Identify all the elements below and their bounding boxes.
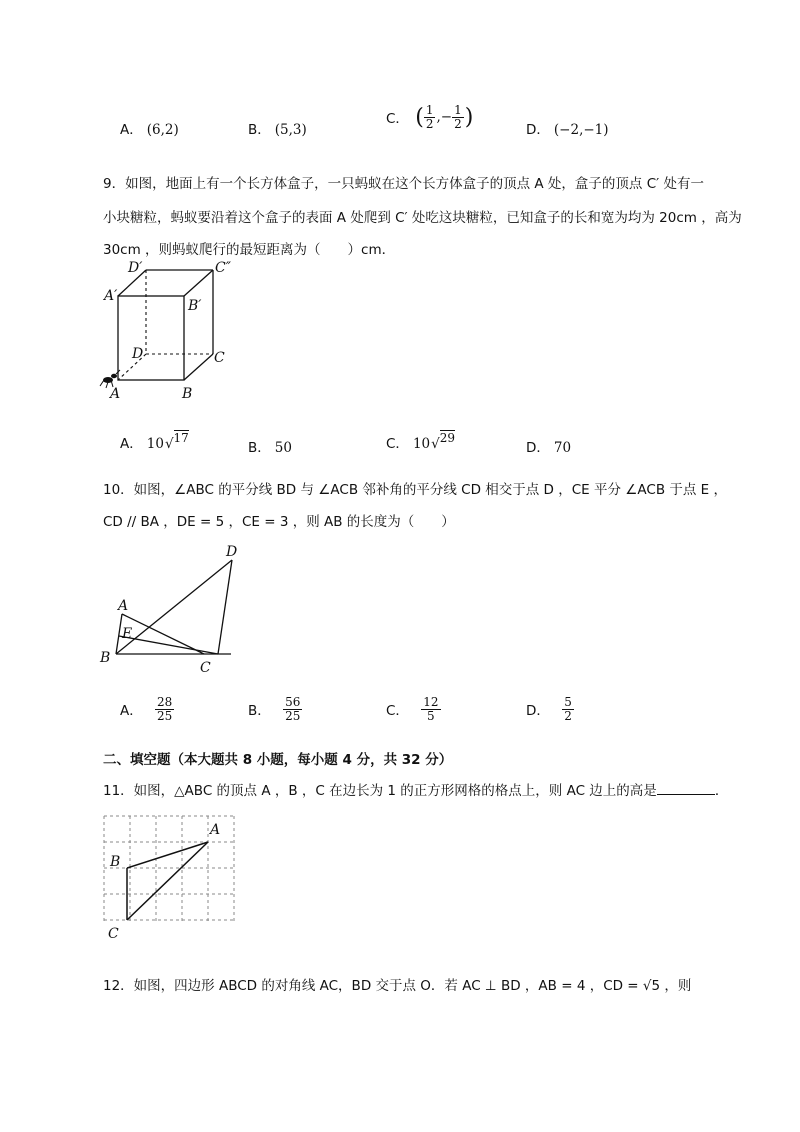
q10-option-d <box>526 696 574 722</box>
sqrt-icon: √ <box>164 436 174 452</box>
q9-line-2: 小块糖粒，蚂蚁要沿着这个盒子的表面 A 处爬到 C′ 处吃这块糖粒，已知盒子的长和宽为均为 20cm ，高为 <box>103 210 742 226</box>
label-b-prime: B′ <box>188 298 202 314</box>
fraction <box>452 104 464 130</box>
sqrt-icon: √ <box>431 436 440 452</box>
label-d: D <box>226 544 238 560</box>
label-a: A <box>210 822 221 838</box>
radicand: 17 <box>173 431 189 445</box>
q9-box-figure <box>96 258 236 404</box>
edge <box>184 354 213 380</box>
radicand: 29 <box>439 431 456 445</box>
q10-option-b <box>248 696 302 722</box>
option-label: B． <box>248 122 271 138</box>
q10-line-2: CD // BA ，DE = 5 ，CE = 3 ，则 AB 的长度为（ ） <box>103 514 455 530</box>
label-c-prime: C″ <box>215 260 231 276</box>
label-c: C <box>200 660 211 676</box>
q11-text-before: 11．如图，△ABC 的顶点 A ，B ，C 在边长为 1 的正方形网格的格点上，则 AC 边上的高是 <box>103 783 657 799</box>
label-e: E <box>122 626 133 642</box>
q10-option-a <box>120 696 174 722</box>
q8-option-a <box>120 118 179 138</box>
front-face <box>118 296 184 380</box>
paren-left: ( <box>415 104 424 130</box>
fraction <box>424 104 436 130</box>
option-value: 50 <box>274 440 292 456</box>
side-ac <box>127 842 208 920</box>
label-c: C <box>214 350 225 366</box>
q10-triangle-figure <box>96 540 246 680</box>
label-b: B <box>110 854 121 870</box>
q11-text-after: ． <box>714 783 729 799</box>
fraction-denominator: 5 <box>427 708 435 723</box>
fraction <box>421 696 440 722</box>
q12-line-1: 12．如图，四边形 ABCD 的对角线 AC，BD 交于点 O．若 AC ⊥ BD ，AB = 4 ，CD = √5 ，则 <box>103 978 692 994</box>
q10-option-c <box>386 696 441 722</box>
fraction-denominator: 2 <box>425 116 434 131</box>
paren-right: ) <box>464 104 474 130</box>
q9-option-d <box>526 436 571 456</box>
fraction-denominator: 25 <box>157 708 173 723</box>
q11-grid-figure <box>100 810 240 944</box>
option-label: D． <box>526 122 550 138</box>
option-label: D． <box>526 703 550 720</box>
side-ab <box>127 842 208 868</box>
fraction <box>562 696 574 722</box>
option-label: A． <box>120 436 143 452</box>
fraction <box>283 696 302 722</box>
option-value: (5,3) <box>274 122 307 138</box>
fraction-numerator: 1 <box>454 103 462 117</box>
label-a-prime: A′ <box>104 288 118 304</box>
q9-option-c <box>386 432 455 452</box>
q10-line-1: 10．如图，∠ABC 的平分线 BD 与 ∠ACB 邻补角的平分线 CD 相交于点 D ，CE 平分 ∠ACB 于点 E ， <box>103 482 727 498</box>
segment-cd <box>218 560 232 654</box>
option-label: C． <box>386 111 409 128</box>
label-d-prime: D′ <box>128 260 143 276</box>
fraction-numerator: 1 <box>425 103 434 117</box>
label-b: B <box>100 650 111 666</box>
option-label: C． <box>386 436 409 452</box>
label-b: B <box>182 386 193 402</box>
section-heading: 二、填空题（本大题共 8 小题，每小题 4 分，共 32 分） <box>103 752 453 768</box>
option-coef: 10 <box>412 436 431 452</box>
label-c: C <box>108 926 119 942</box>
fraction-denominator: 2 <box>564 708 572 723</box>
option-label: D． <box>526 440 550 456</box>
q9-line-1: 9．如图，地面上有一个长方体盒子，一只蚂蚁在这个长方体盒子的顶点 A 处，盒子的顶点 C′ 处有一 <box>103 176 704 192</box>
option-coef: 10 <box>146 436 164 452</box>
side-ac <box>122 614 204 654</box>
option-value: 70 <box>553 440 572 456</box>
label-d: D <box>132 346 144 362</box>
option-label: A． <box>120 703 143 720</box>
segment-ce <box>119 636 218 654</box>
q8-option-c <box>386 104 473 130</box>
fraction-numerator: 28 <box>157 695 173 709</box>
fraction-denominator: 25 <box>285 708 301 723</box>
fraction-numerator: 56 <box>285 695 301 709</box>
option-label: C． <box>386 703 409 720</box>
label-a: A <box>110 386 121 402</box>
q9-option-b <box>248 436 292 456</box>
q8-option-b <box>248 118 307 138</box>
q8-option-d <box>526 118 609 138</box>
edge <box>184 270 213 296</box>
option-label: B． <box>248 440 271 456</box>
option-label: A． <box>120 122 143 138</box>
option-label: B． <box>248 703 271 720</box>
fraction-numerator: 5 <box>564 695 572 709</box>
option-value: (6,2) <box>146 122 179 138</box>
q9-option-a <box>120 432 189 452</box>
option-value: (−2,−1) <box>553 122 609 138</box>
fraction-denominator: 2 <box>454 116 462 131</box>
q9-line-3: 30cm ，则蚂蚁爬行的最短距离为（ ）cm． <box>103 242 396 258</box>
fraction <box>155 696 174 722</box>
answer-blank <box>657 782 715 795</box>
separator: ,− <box>436 109 453 126</box>
fraction-numerator: 12 <box>423 695 439 709</box>
label-a: A <box>118 598 129 614</box>
q11-text <box>103 779 728 799</box>
